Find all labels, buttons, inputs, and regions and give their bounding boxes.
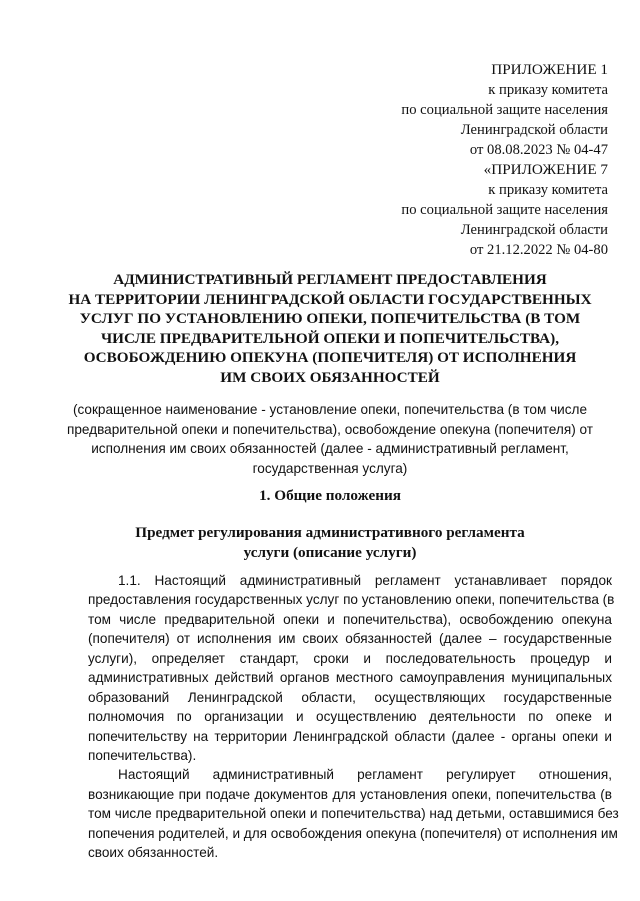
paragraph-2-line: попечения родителей, и для освобождения опекуна (попечителя) от исполнения им (88, 825, 618, 841)
paragraph-1-line: образований Ленинградской области, осуществляющих государственные (88, 689, 612, 705)
appendix-7-line: к приказу комитета (488, 182, 608, 198)
subsection-line: Предмет регулирования административного регламента (135, 524, 525, 541)
short-name-line: предварительной опеки и попечительства), освобождение опекуна (попечителя) от (67, 421, 593, 437)
title-line: ЧИСЛЕ ПРЕДВАРИТЕЛЬНОЙ ОПЕКИ И ПОПЕЧИТЕЛЬСТВА), (101, 329, 559, 347)
title-line: ОСВОБОЖДЕНИЮ ОПЕКУНА (ПОПЕЧИТЕЛЯ) ОТ ИСПОЛНЕНИЯ (83, 349, 577, 367)
paragraph-1-line: полномочия по организации и осуществлению деятельности по опеке и (88, 709, 612, 725)
short-name-line: исполнения им своих обязанностей (далее - административный регламент, (91, 441, 569, 456)
appendix-1-line: к приказу комитета (488, 82, 608, 98)
appendix-7-line: от 21.12.2022 № 04-80 (469, 242, 608, 258)
appendix-7-line: по социальной защите населения (401, 202, 608, 218)
paragraph-2-line: Настоящий административный регламент регулирует отношения, (118, 767, 612, 783)
title-line: АДМИНИСТРАТИВНЫЙ РЕГЛАМЕНТ ПРЕДОСТАВЛЕНИЯ (113, 271, 547, 288)
short-name-line: государственная услуга) (252, 460, 408, 476)
title-line: УСЛУГ ПО УСТАНОВЛЕНИЮ ОПЕКИ, ПОПЕЧИТЕЛЬСТВА (В ТОМ (79, 310, 581, 328)
paragraph-1-line: административных действий органов местного самоуправления муниципальных (88, 670, 612, 686)
title-line: ИМ СВОИХ ОБЯЗАННОСТЕЙ (220, 368, 440, 386)
document-title (50, 270, 610, 388)
appendix-1-line: по социальной защите населения (401, 102, 608, 118)
paragraph-2-line: своих обязанностей. (88, 845, 219, 861)
paragraph-2-line: том числе предварительной опеки и попечительства) над детьми, оставшимися без (88, 806, 619, 822)
subsection-heading (50, 523, 610, 562)
paragraph-2-line: возникающие при подаче документов для установления опеки, попечительства (в (88, 786, 612, 802)
appendix-1-title: ПРИЛОЖЕНИЕ 1 (491, 61, 608, 78)
paragraph-1-line: 1.1. Настоящий административный регламент устанавливает порядок (118, 573, 612, 588)
paragraph-1-line: предоставления государственных услуг по установлению опеки, попечительства (в (88, 592, 615, 608)
appendix-7-title: «ПРИЛОЖЕНИЕ 7 (483, 161, 608, 178)
short-name-note (60, 400, 600, 478)
subsection-line: услуги (описание услуги) (243, 543, 417, 561)
appendix-1-line: Ленинградской области (460, 122, 608, 138)
appendix-1-line: от 08.08.2023 № 04-47 (469, 142, 608, 158)
appendix-1-header (401, 60, 608, 160)
section-heading: 1. Общие положения (259, 487, 401, 504)
paragraph-1-line: попечительству на территории Ленинградской области (далее - органы опеки и (88, 728, 612, 744)
appendix-7-header (401, 160, 608, 260)
paragraph-1-line: попечительства). (88, 747, 197, 763)
appendix-7-line: Ленинградской области (460, 222, 608, 238)
short-name-line: (сокращенное наименование - установление опеки, попечительства (в том числе (72, 402, 588, 417)
paragraph-1-line: (попечителя) от исполнения им своих обязанностей (далее – государственные (88, 631, 612, 647)
paragraph-1-line: том числе предварительной опеки и попечительства), освобождению опекуна (88, 611, 612, 627)
body-text (88, 571, 619, 863)
title-line: НА ТЕРРИТОРИИ ЛЕНИНГРАДСКОЙ ОБЛАСТИ ГОСУДАРСТВЕННЫХ (68, 290, 592, 308)
paragraph-1-line: услуги), определяет стандарт, сроки и последовательность процедур и (88, 650, 612, 666)
